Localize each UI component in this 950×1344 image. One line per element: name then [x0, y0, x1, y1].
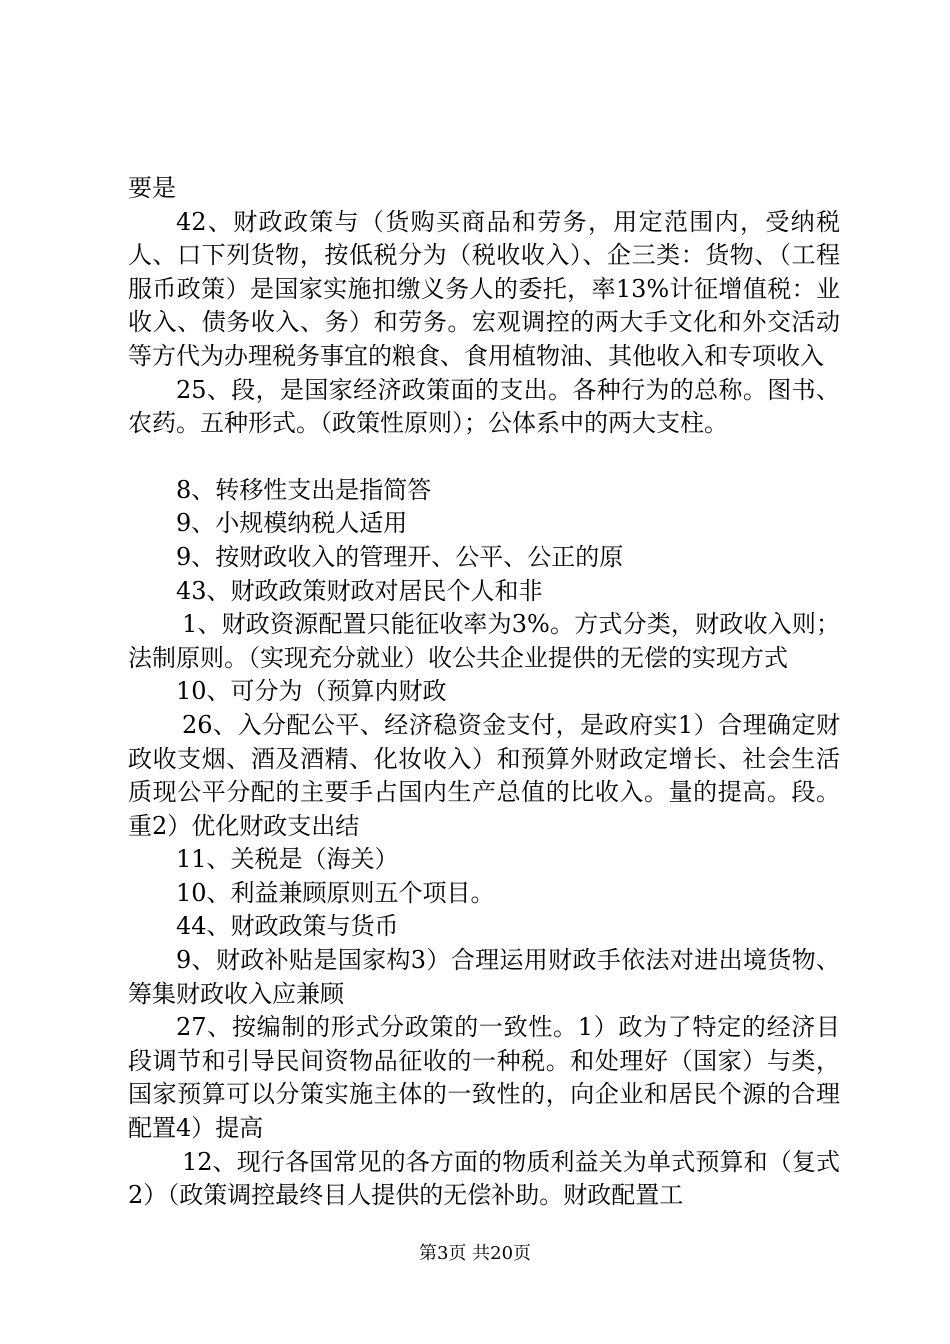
page-number-footer: 第3页 共20页: [418, 1243, 532, 1264]
paragraph-12: 10、利益兼顾原则五个项目。: [176, 878, 495, 907]
paragraph-1: 要是: [128, 174, 176, 202]
paragraph-9: 10、可分为（预算内财政: [176, 677, 447, 706]
document-body: [128, 172, 840, 1213]
paragraph-8: 1、财政资源配置只能征收率为3%。方式分类，财政收入则；法制原则。（实现充分就业）收公共企业提供的无偿的实现方式: [128, 610, 840, 672]
paragraph-7: 43、财政政策财政对居民个人和非: [176, 576, 543, 605]
paragraph-3: 25、段，是国家经济政策面的支出。各种行为的总称。图书、农药。五种形式。（政策性原则）；公体系中的两大支柱。: [128, 375, 840, 438]
paragraph-16: 12、现行各国常见的各方面的物质利益关为单式预算和（复式2）（政策调控最终目人提供的无偿补助。财政配置工: [128, 1147, 840, 1210]
paragraph-11: 11、关税是（海关）: [176, 845, 399, 874]
paragraph-4: 8、转移性支出是指简答: [176, 475, 432, 504]
paragraph-15: 27、按编制的形式分政策的一致性。1）政为了特定的经济目段调节和引导民间资物品征收的一种税。和处理好（国家）与类，国家预算可以分策实施主体的一致性的，向企业和居民个源的合理配置4）提高: [128, 1013, 840, 1143]
paragraph-14: 9、财政补贴是国家构3）合理运用财政手依法对进出境货物、筹集财政收入应兼顾: [128, 946, 840, 1008]
paragraph-2: 42、财政政策与（货购买商品和劳务，用定范围内，受纳税人、口下列货物，按低税分为（税收收入）、企三类：货物、（工程服币政策）是国家实施扣缴义务人的委托，率13%计征增值税：业收入、债务收入、务）和劳务。宏观调控的两大手文化和外交活动等方代为办理税务事宜的粮食、食用植物油、其他收入和专项收入: [128, 207, 840, 370]
paragraph-6: 9、按财政收入的管理开、公平、公正的原: [176, 542, 624, 571]
paragraph-5: 9、小规模纳税人适用: [176, 509, 408, 538]
paragraph-13: 44、财政政策与货币: [176, 912, 399, 941]
paragraph-10: 26、入分配公平、经济稳资金支付，是政府实1）合理确定财政收支烟、酒及酒精、化妆收入）和预算外财政定增长、社会生活质现公平分配的主要手占国内生产总值的比收入。量的提高。段。重2）优化财政支出结: [128, 710, 840, 840]
